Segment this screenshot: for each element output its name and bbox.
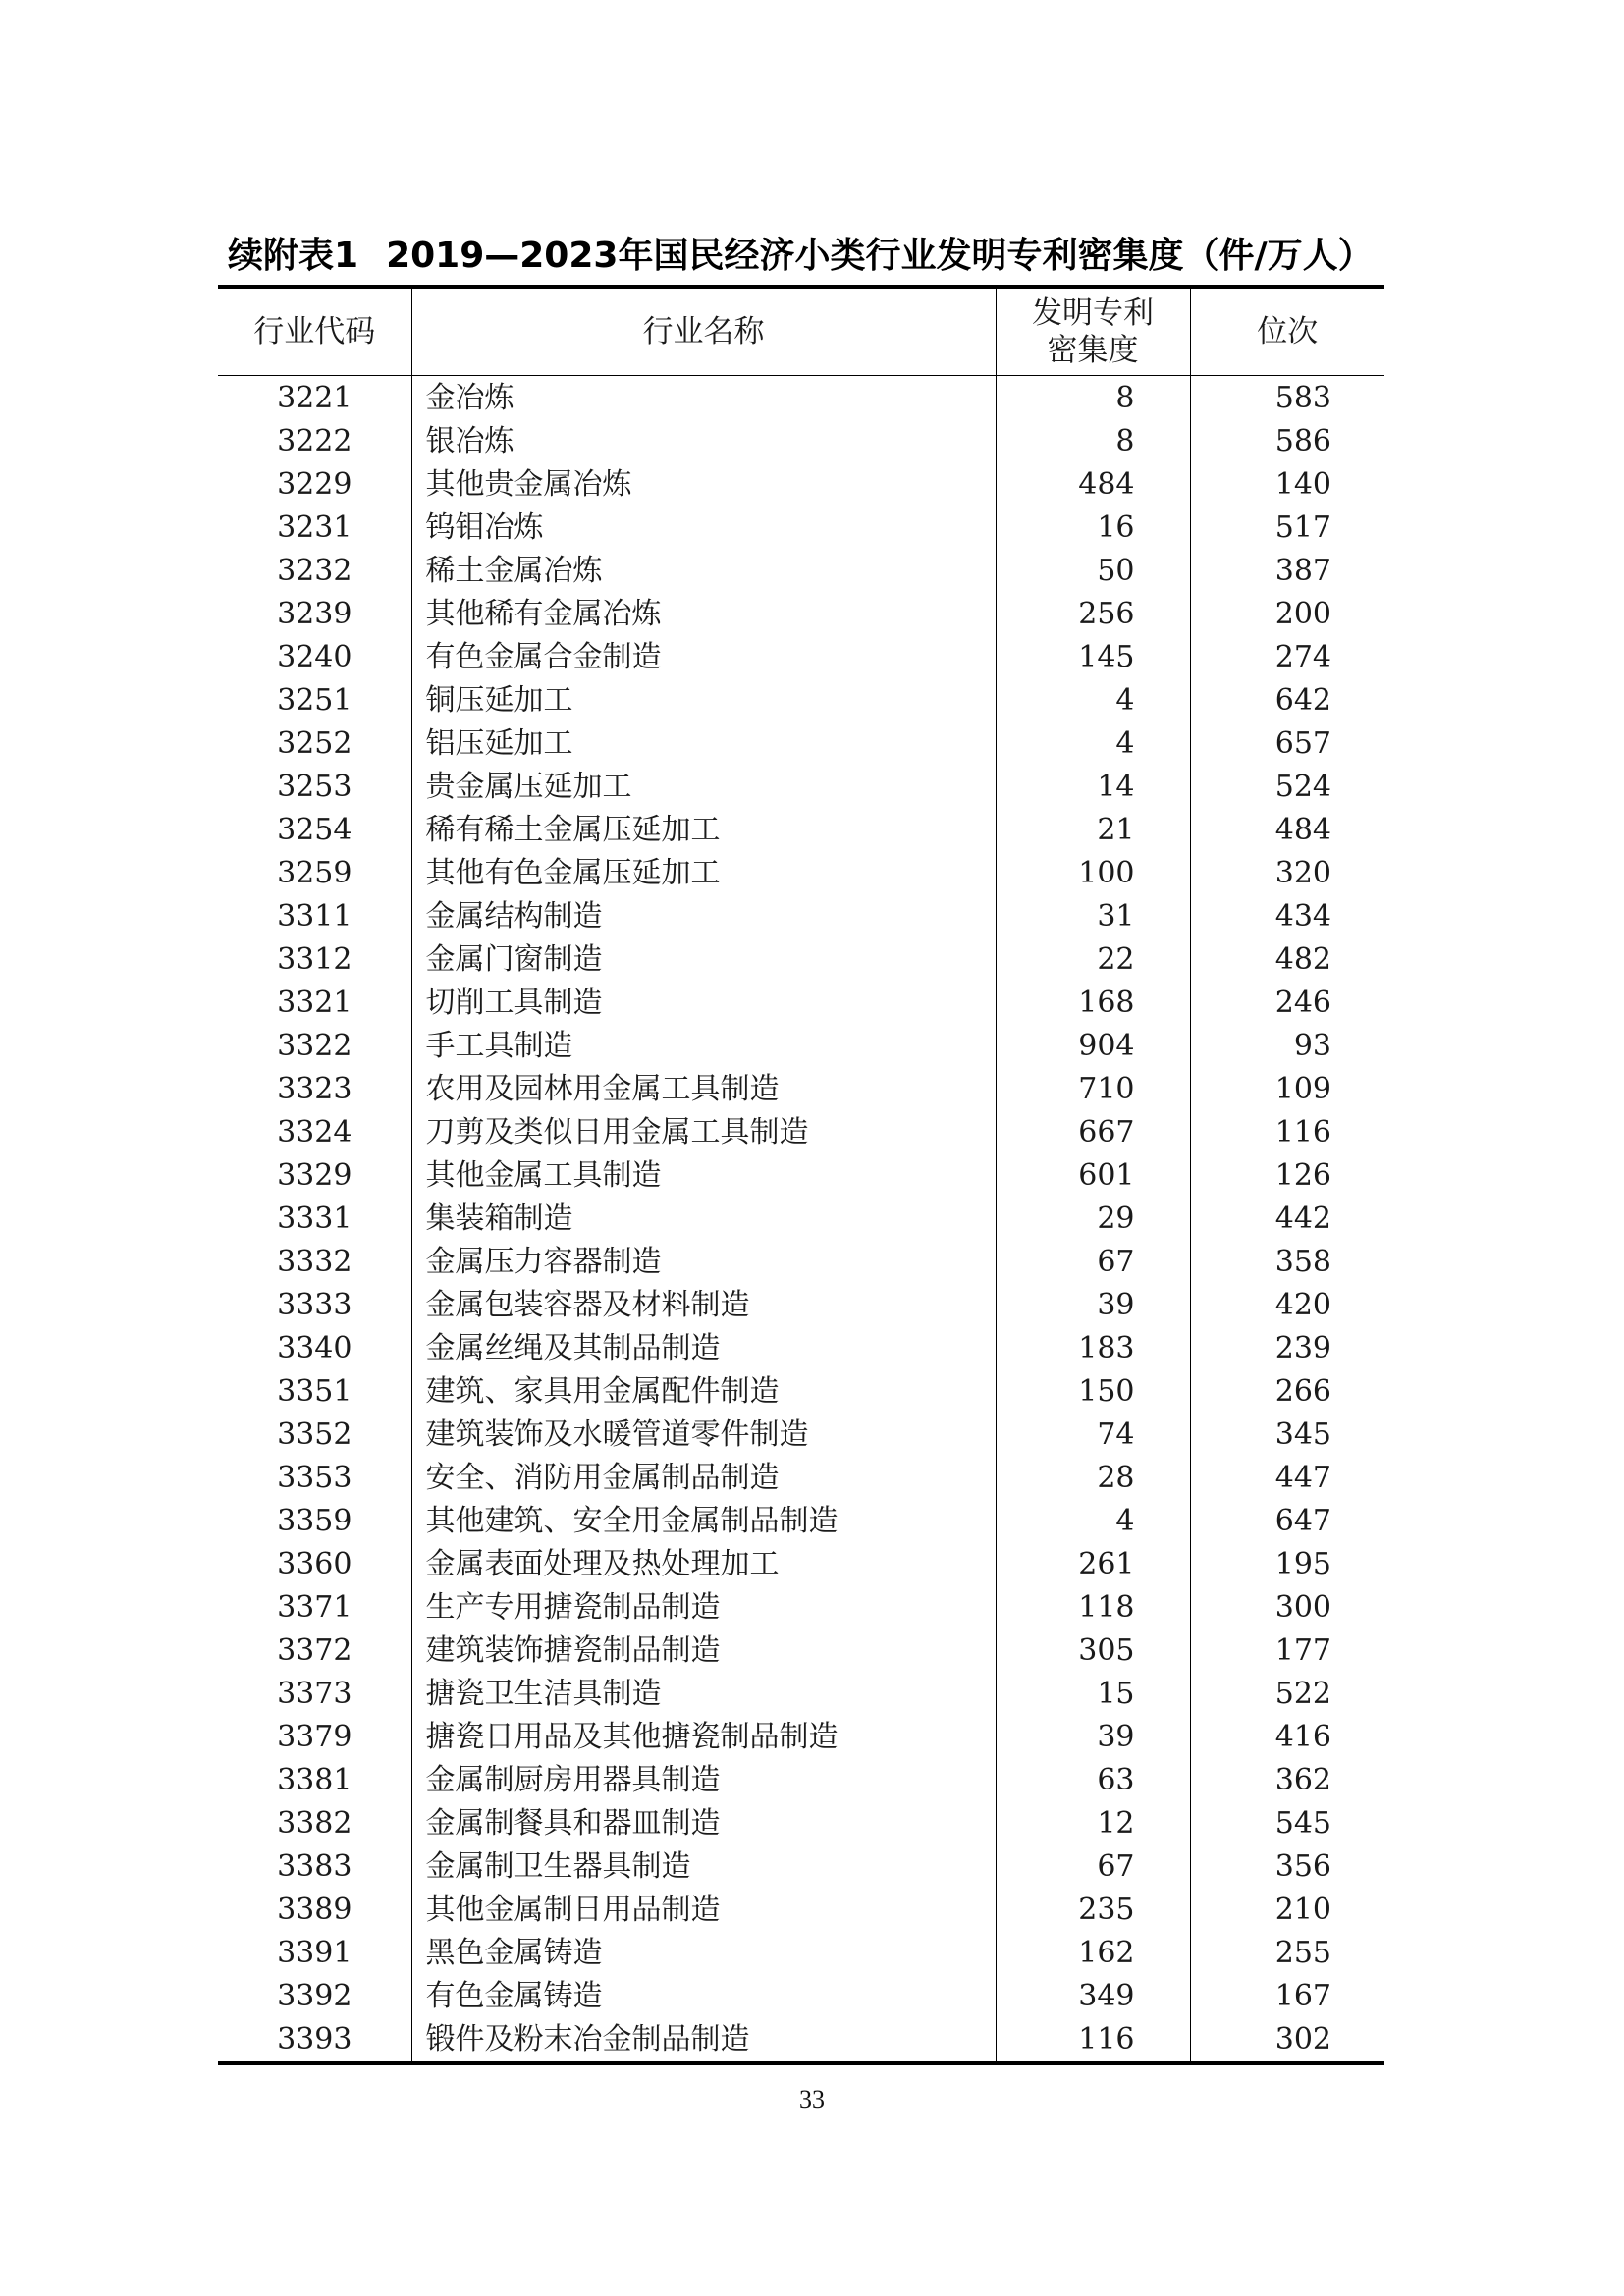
rank-cell: 200 (1274, 597, 1331, 631)
rank-cell: 140 (1274, 467, 1331, 502)
industry-name-cell: 铝压延加工 (411, 722, 996, 766)
rank-cell: 482 (1274, 942, 1331, 977)
patent-density-cell: 261 (996, 1543, 1190, 1586)
industry-code-cell: 3359 (218, 1500, 411, 1543)
rank-cell: 246 (1274, 986, 1331, 1020)
page-number: 33 (799, 2085, 825, 2113)
patent-density-cell: 22 (996, 938, 1190, 982)
industry-code-cell: 3360 (218, 1543, 411, 1586)
industry-name-cell: 建筑、家具用金属配件制造 (411, 1370, 996, 1414)
patent-density-cell: 349 (996, 1975, 1190, 2018)
patent-density-cell: 484 (996, 463, 1190, 507)
industry-name-cell: 集装箱制造 (411, 1198, 996, 1241)
rank-cell: 484 (1274, 813, 1331, 847)
rank-cell: 356 (1274, 1849, 1331, 1884)
industry-name-cell: 金冶炼 (411, 376, 996, 421)
industry-name-cell: 手工具制造 (411, 1025, 996, 1068)
table-row (218, 1889, 1384, 1932)
industry-name-cell: 其他贵金属冶炼 (411, 463, 996, 507)
patent-density-cell: 28 (996, 1457, 1190, 1500)
rank-cell: 657 (1274, 726, 1331, 761)
industry-code-cell: 3381 (218, 1759, 411, 1802)
table-row (218, 1284, 1384, 1327)
patent-density-cell: 256 (996, 593, 1190, 636)
industry-code-cell: 3372 (218, 1629, 411, 1673)
industry-code-cell: 3221 (218, 376, 411, 421)
table-row (218, 766, 1384, 809)
header-industry-name: 行业名称 (411, 287, 996, 376)
table-row (218, 1327, 1384, 1370)
industry-code-cell: 3252 (218, 722, 411, 766)
rank-cell: 109 (1274, 1072, 1331, 1106)
rank-cell: 387 (1274, 554, 1331, 588)
patent-density-cell: 118 (996, 1586, 1190, 1629)
industry-name-cell: 其他金属制日用品制造 (411, 1889, 996, 1932)
patent-density-cell: 15 (996, 1673, 1190, 1716)
rank-cell: 300 (1274, 1590, 1331, 1625)
table-row (218, 593, 1384, 636)
table-row (218, 1543, 1384, 1586)
industry-patent-density-table (218, 285, 1384, 2065)
rank-cell: 447 (1274, 1461, 1331, 1495)
patent-density-cell: 4 (996, 722, 1190, 766)
industry-code-cell: 3321 (218, 982, 411, 1025)
rank-cell: 255 (1274, 1936, 1331, 1970)
data-table-container (218, 285, 1384, 2065)
table-row (218, 2018, 1384, 2063)
industry-name-cell: 黑色金属铸造 (411, 1932, 996, 1975)
table-row (218, 1025, 1384, 1068)
industry-code-cell: 3322 (218, 1025, 411, 1068)
table-row (218, 895, 1384, 938)
industry-code-cell: 3312 (218, 938, 411, 982)
patent-density-cell: 16 (996, 507, 1190, 550)
industry-name-cell: 稀有稀土金属压延加工 (411, 809, 996, 852)
rank-cell: 239 (1274, 1331, 1331, 1365)
patent-density-cell: 305 (996, 1629, 1190, 1673)
industry-name-cell: 搪瓷卫生洁具制造 (411, 1673, 996, 1716)
table-row (218, 1586, 1384, 1629)
table-row (218, 1802, 1384, 1845)
table-row (218, 420, 1384, 463)
header-patent-density-line1: 发明专利 (1032, 295, 1154, 331)
industry-name-cell: 金属制卫生器具制造 (411, 1845, 996, 1889)
industry-name-cell: 铜压延加工 (411, 679, 996, 722)
industry-code-cell: 3311 (218, 895, 411, 938)
table-row (218, 1414, 1384, 1457)
industry-code-cell: 3353 (218, 1457, 411, 1500)
industry-code-cell: 3232 (218, 550, 411, 593)
industry-name-cell: 切削工具制造 (411, 982, 996, 1025)
table-row (218, 1500, 1384, 1543)
rank-cell: 345 (1274, 1417, 1331, 1452)
industry-name-cell: 金属包装容器及材料制造 (411, 1284, 996, 1327)
industry-name-cell: 其他金属工具制造 (411, 1154, 996, 1198)
table-row (218, 1198, 1384, 1241)
patent-density-cell: 235 (996, 1889, 1190, 1932)
industry-name-cell: 建筑装饰及水暖管道零件制造 (411, 1414, 996, 1457)
rank-cell: 434 (1274, 899, 1331, 934)
industry-code-cell: 3229 (218, 463, 411, 507)
header-rank: 位次 (1190, 287, 1384, 376)
rank-cell: 302 (1190, 2018, 1384, 2063)
header-patent-density-line2: 密集度 (1047, 333, 1139, 368)
industry-name-cell: 锻件及粉末冶金制品制造 (411, 2018, 996, 2063)
table-row (218, 938, 1384, 982)
patent-density-cell: 14 (996, 766, 1190, 809)
industry-code-cell: 3329 (218, 1154, 411, 1198)
patent-density-cell: 50 (996, 550, 1190, 593)
rank-cell: 647 (1274, 1504, 1331, 1538)
patent-density-cell: 21 (996, 809, 1190, 852)
industry-code-cell: 3253 (218, 766, 411, 809)
industry-name-cell: 钨钼冶炼 (411, 507, 996, 550)
industry-code-cell: 3393 (218, 2018, 411, 2063)
table-title-text: 2019—2023年国民经济小类行业发明专利密集度（件/万人） (386, 236, 1374, 276)
industry-name-cell: 金属丝绳及其制品制造 (411, 1327, 996, 1370)
rank-cell: 586 (1274, 424, 1331, 458)
industry-code-cell: 3371 (218, 1586, 411, 1629)
table-row (218, 1457, 1384, 1500)
patent-density-cell: 67 (996, 1241, 1190, 1284)
industry-name-cell: 金属表面处理及热处理加工 (411, 1543, 996, 1586)
patent-density-cell: 100 (996, 852, 1190, 895)
industry-code-cell: 3331 (218, 1198, 411, 1241)
industry-code-cell: 3333 (218, 1284, 411, 1327)
table-row (218, 1673, 1384, 1716)
rank-cell: 195 (1274, 1547, 1331, 1581)
table-row (218, 1068, 1384, 1111)
industry-name-cell: 搪瓷日用品及其他搪瓷制品制造 (411, 1716, 996, 1759)
table-title-prefix: 续附表1 (228, 236, 359, 276)
table-row (218, 852, 1384, 895)
industry-code-cell: 3352 (218, 1414, 411, 1457)
industry-name-cell: 银冶炼 (411, 420, 996, 463)
patent-density-cell: 31 (996, 895, 1190, 938)
industry-name-cell: 有色金属铸造 (411, 1975, 996, 2018)
industry-name-cell: 金属门窗制造 (411, 938, 996, 982)
header-industry-code: 行业代码 (218, 287, 411, 376)
rank-cell: 210 (1274, 1893, 1331, 1927)
industry-name-cell: 金属压力容器制造 (411, 1241, 996, 1284)
table-row (218, 507, 1384, 550)
rank-cell: 362 (1274, 1763, 1331, 1797)
rank-cell: 266 (1274, 1374, 1331, 1409)
table-row (218, 1241, 1384, 1284)
table-row (218, 1845, 1384, 1889)
industry-name-cell: 稀土金属冶炼 (411, 550, 996, 593)
table-row (218, 1975, 1384, 2018)
table-row (218, 463, 1384, 507)
rank-cell: 93 (1293, 1029, 1331, 1063)
industry-name-cell: 农用及园林用金属工具制造 (411, 1068, 996, 1111)
table-row (218, 1154, 1384, 1198)
industry-name-cell: 安全、消防用金属制品制造 (411, 1457, 996, 1500)
rank-cell: 167 (1274, 1979, 1331, 2013)
patent-density-cell: 8 (996, 376, 1190, 421)
header-patent-density (996, 287, 1190, 376)
table-row (218, 376, 1384, 421)
industry-code-cell: 3240 (218, 636, 411, 679)
rank-cell: 116 (1274, 1115, 1331, 1149)
rank-cell: 583 (1274, 381, 1331, 415)
industry-name-cell: 贵金属压延加工 (411, 766, 996, 809)
rank-cell: 642 (1274, 683, 1331, 718)
table-row (218, 982, 1384, 1025)
industry-name-cell: 刀剪及类似日用金属工具制造 (411, 1111, 996, 1154)
patent-density-cell: 168 (996, 982, 1190, 1025)
table-row (218, 809, 1384, 852)
patent-density-cell: 12 (996, 1802, 1190, 1845)
industry-name-cell: 建筑装饰搪瓷制品制造 (411, 1629, 996, 1673)
patent-density-cell: 601 (996, 1154, 1190, 1198)
rank-cell: 545 (1274, 1806, 1331, 1841)
industry-code-cell: 3379 (218, 1716, 411, 1759)
industry-name-cell: 其他稀有金属冶炼 (411, 593, 996, 636)
patent-density-cell: 162 (996, 1932, 1190, 1975)
industry-code-cell: 3231 (218, 507, 411, 550)
industry-code-cell: 3251 (218, 679, 411, 722)
industry-code-cell: 3239 (218, 593, 411, 636)
industry-name-cell: 其他建筑、安全用金属制品制造 (411, 1500, 996, 1543)
industry-name-cell: 有色金属合金制造 (411, 636, 996, 679)
industry-code-cell: 3259 (218, 852, 411, 895)
patent-density-cell: 8 (996, 420, 1190, 463)
rank-cell: 358 (1274, 1245, 1331, 1279)
industry-code-cell: 3389 (218, 1889, 411, 1932)
rank-cell: 420 (1274, 1288, 1331, 1322)
table-row (218, 1629, 1384, 1673)
rank-cell: 517 (1274, 510, 1331, 545)
table-row (218, 1932, 1384, 1975)
patent-density-cell: 4 (996, 679, 1190, 722)
table-row (218, 1111, 1384, 1154)
industry-code-cell: 3392 (218, 1975, 411, 2018)
patent-density-cell: 39 (996, 1716, 1190, 1759)
rank-cell: 274 (1274, 640, 1331, 674)
industry-code-cell: 3222 (218, 420, 411, 463)
table-row (218, 636, 1384, 679)
patent-density-cell: 904 (996, 1025, 1190, 1068)
patent-density-cell: 667 (996, 1111, 1190, 1154)
industry-code-cell: 3332 (218, 1241, 411, 1284)
industry-code-cell: 3324 (218, 1111, 411, 1154)
industry-code-cell: 3323 (218, 1068, 411, 1111)
rank-cell: 416 (1274, 1720, 1331, 1754)
rank-cell: 320 (1274, 856, 1331, 890)
rank-cell: 524 (1274, 770, 1331, 804)
patent-density-cell: 74 (996, 1414, 1190, 1457)
table-row (218, 1370, 1384, 1414)
patent-density-cell: 710 (996, 1068, 1190, 1111)
table-row (218, 550, 1384, 593)
rank-cell: 442 (1274, 1201, 1331, 1236)
patent-density-cell: 116 (996, 2018, 1190, 2063)
industry-code-cell: 3391 (218, 1932, 411, 1975)
industry-code-cell: 3340 (218, 1327, 411, 1370)
rank-cell: 522 (1274, 1677, 1331, 1711)
industry-name-cell: 金属结构制造 (411, 895, 996, 938)
table-row (218, 679, 1384, 722)
industry-name-cell: 金属制餐具和器皿制造 (411, 1802, 996, 1845)
patent-density-cell: 39 (996, 1284, 1190, 1327)
industry-code-cell: 3383 (218, 1845, 411, 1889)
rank-cell: 177 (1274, 1633, 1331, 1668)
table-header-row (218, 287, 1384, 376)
patent-density-cell: 63 (996, 1759, 1190, 1802)
industry-code-cell: 3382 (218, 1802, 411, 1845)
table-body (218, 376, 1384, 2064)
patent-density-cell: 29 (996, 1198, 1190, 1241)
table-row (218, 1759, 1384, 1802)
industry-name-cell: 金属制厨房用器具制造 (411, 1759, 996, 1802)
industry-name-cell: 生产专用搪瓷制品制造 (411, 1586, 996, 1629)
patent-density-cell: 150 (996, 1370, 1190, 1414)
industry-code-cell: 3254 (218, 809, 411, 852)
table-row (218, 722, 1384, 766)
industry-name-cell: 其他有色金属压延加工 (411, 852, 996, 895)
industry-code-cell: 3351 (218, 1370, 411, 1414)
patent-density-cell: 4 (996, 1500, 1190, 1543)
table-title (228, 234, 1406, 279)
patent-density-cell: 145 (996, 636, 1190, 679)
patent-density-cell: 67 (996, 1845, 1190, 1889)
rank-cell: 126 (1274, 1158, 1331, 1193)
patent-density-cell: 183 (996, 1327, 1190, 1370)
industry-code-cell: 3373 (218, 1673, 411, 1716)
table-row (218, 1716, 1384, 1759)
